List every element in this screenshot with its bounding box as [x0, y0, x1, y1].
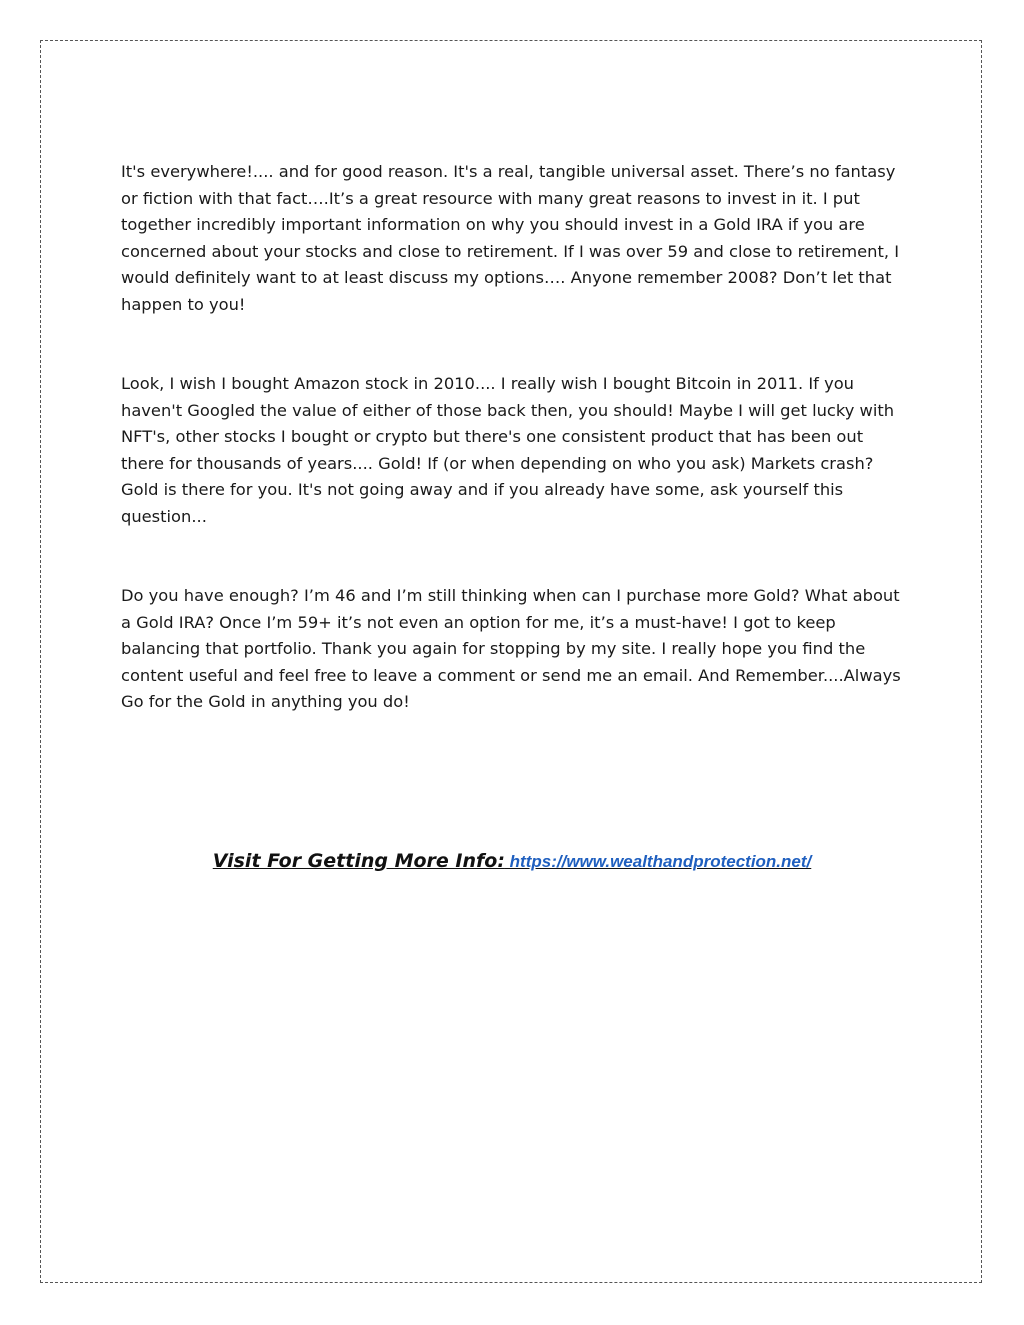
paragraph-1: It's everywhere!.... and for good reason. It's a real, tangible universal asset. There’s no fantasy or fiction with that fact….It’s a great resource with many great reasons to invest in it. I put together incredibly important information on why you should invest in a Gold IRA if you are concerned about your stocks and close to retirement. If I was over 59 and close to retirement, I would definitely want to at least discuss my options…. Anyone remember 2008? Don’t let that happen to you! — [121, 162, 900, 314]
document-body — [121, 159, 906, 716]
footer-label: Visit For Getting More Info: — [212, 850, 505, 872]
website-link[interactable]: https://www.wealthandprotection.net/ — [504, 852, 812, 871]
footer-info — [0, 850, 1024, 872]
paragraph-3: Do you have enough? I’m 46 and I’m still thinking when can I purchase more Gold? What about a Gold IRA? Once I’m 59+ it’s not even an option for me, it’s a must-have! I got to keep balancing that portfolio. Thank you again for stopping by my site. I really hope you find the content useful and feel free to leave a comment or send me an email. And Remember....Always Go for the Gold in anything you do! — [121, 586, 901, 711]
paragraph-2: Look, I wish I bought Amazon stock in 2010.... I really wish I bought Bitcoin in 2011. If you haven't Googled the value of either of those back then, you should! Maybe I will get lucky with NFT's, other stocks I bought or crypto but there's one consistent product that has been out there for thousands of years.... Gold! If (or when depending on who you ask) Markets crash? Gold is there for you. It's not going away and if you already have some, ask yourself this question... — [121, 374, 895, 526]
